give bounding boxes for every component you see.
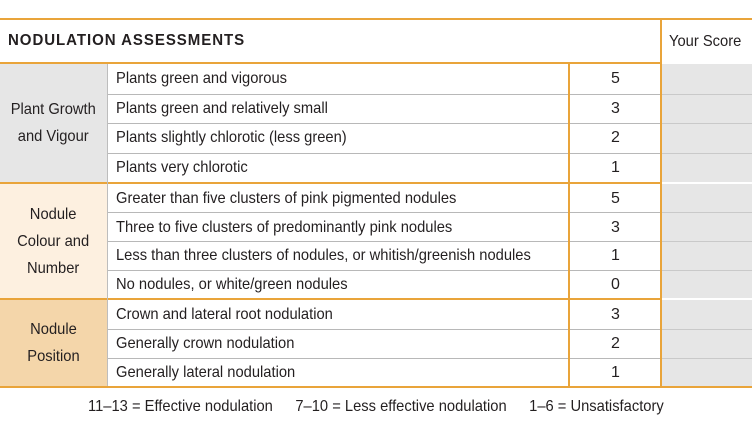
points-column-rule (568, 64, 570, 386)
score-divider (662, 270, 752, 271)
criterion-points: 3 (611, 100, 620, 117)
criterion-text: Greater than five clusters of pink pigmented nodules (116, 190, 457, 207)
score-divider (662, 123, 752, 124)
score-divider (662, 153, 752, 154)
criterion-points: 5 (611, 70, 620, 87)
criterion-text: No nodules, or white/green nodules (116, 276, 348, 293)
criterion-text: Crown and lateral root nodulation (116, 306, 333, 323)
score-divider (662, 241, 752, 242)
criterion-points: 2 (611, 335, 620, 352)
category-nodule-colour-number (0, 184, 107, 298)
criterion-text: Plants slightly chlorotic (less green) (116, 129, 347, 146)
category-plant-growth (0, 64, 107, 182)
score-legend (0, 398, 752, 416)
top-rule (0, 18, 752, 20)
score-divider (662, 329, 752, 330)
category-label: Nodule Colour and Number (17, 205, 90, 277)
legend-less-effective: 7–10 = Less effective nodulation (295, 398, 507, 415)
criterion-points: 1 (611, 159, 620, 176)
score-column-header: Your Score (669, 33, 742, 50)
criterion-text: Plants green and relatively small (116, 100, 328, 117)
criterion-points: 5 (611, 190, 620, 207)
category-divider (107, 64, 108, 386)
criterion-points: 1 (611, 364, 620, 381)
score-divider (662, 358, 752, 359)
score-cell-nodule-position[interactable] (662, 300, 752, 386)
legend-effective: 11–13 = Effective nodulation (88, 398, 273, 415)
criterion-points: 2 (611, 129, 620, 146)
score-divider (662, 94, 752, 95)
criterion-points: 0 (611, 276, 620, 293)
criterion-text: Plants very chlorotic (116, 159, 248, 176)
score-column-rule (660, 18, 662, 386)
criterion-points: 3 (611, 219, 620, 236)
criterion-text: Three to five clusters of predominantly pink nodules (116, 219, 453, 236)
legend-unsatisfactory: 1–6 = Unsatisfactory (529, 398, 664, 415)
score-divider (662, 212, 752, 213)
criterion-text: Generally crown nodulation (116, 335, 295, 352)
category-nodule-position (0, 300, 107, 386)
table-title: NODULATION ASSESSMENTS (8, 32, 246, 49)
criterion-points: 1 (611, 247, 620, 264)
criterion-text: Plants green and vigorous (116, 70, 288, 87)
criterion-points: 3 (611, 306, 620, 323)
criterion-text: Less than three clusters of nodules, or whitish/greenish nodules (116, 247, 531, 264)
bottom-rule (0, 386, 752, 388)
criterion-text: Generally lateral nodulation (116, 364, 296, 381)
category-label: Nodule Position (27, 321, 80, 365)
category-label: Plant Growth and Vigour (10, 101, 97, 145)
